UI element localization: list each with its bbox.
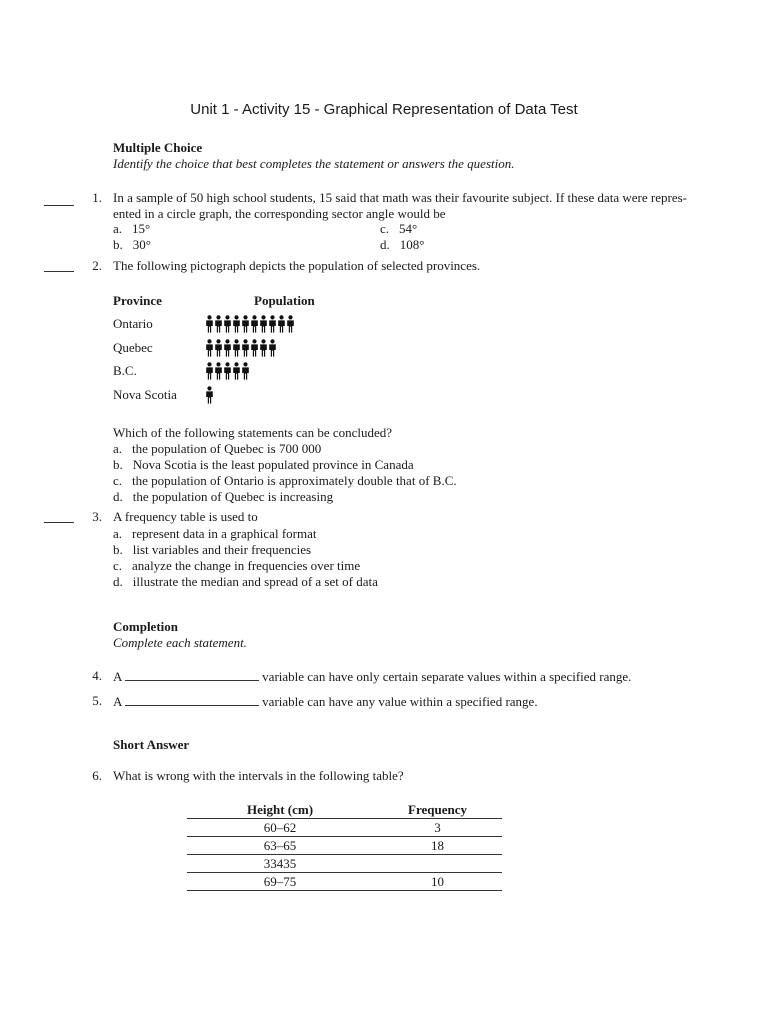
person-icon bbox=[223, 339, 232, 357]
question-text: ented in a circle graph, the corresponding sector angle would be bbox=[113, 206, 446, 221]
person-icon bbox=[214, 339, 223, 357]
person-icon bbox=[241, 362, 250, 380]
choice-c bbox=[113, 473, 457, 489]
table-cell bbox=[373, 855, 502, 873]
person-icon bbox=[214, 362, 223, 380]
question-text: The following pictograph depicts the population of selected provinces. bbox=[113, 258, 481, 273]
choice-b bbox=[113, 237, 151, 253]
choice-text: the population of Quebec is 700 000 bbox=[132, 441, 322, 456]
height-frequency-table bbox=[187, 801, 502, 891]
person-icon bbox=[250, 315, 259, 333]
question-number: 3. bbox=[92, 509, 102, 524]
pictograph-province-label: Ontario bbox=[113, 316, 153, 331]
choice-letter: c. bbox=[380, 221, 390, 236]
choice-a bbox=[113, 526, 316, 542]
pictograph-icon-row bbox=[205, 315, 295, 333]
person-icon bbox=[223, 315, 232, 333]
pictograph-province-label: Quebec bbox=[113, 340, 153, 355]
question-number: 1. bbox=[92, 190, 102, 205]
table-header-row bbox=[187, 801, 502, 819]
table-cell: 60–62 bbox=[187, 819, 373, 837]
question-text: Which of the following statements can be concluded? bbox=[113, 425, 393, 440]
table-cell: 18 bbox=[373, 837, 502, 855]
completion-statement bbox=[113, 693, 538, 710]
choice-text: Nova Scotia is the least populated province in Canada bbox=[132, 457, 414, 472]
table-row bbox=[187, 819, 502, 837]
person-icon bbox=[241, 315, 250, 333]
person-icon bbox=[214, 315, 223, 333]
person-icon bbox=[259, 315, 268, 333]
column-header: Frequency bbox=[373, 801, 502, 819]
statement-prefix: A bbox=[113, 669, 122, 684]
choice-a bbox=[113, 441, 321, 457]
column-header: Height (cm) bbox=[187, 801, 373, 819]
person-icon bbox=[205, 315, 214, 333]
table-cell: 69–75 bbox=[187, 873, 373, 891]
completion-statement bbox=[113, 668, 631, 685]
fill-in-blank[interactable] bbox=[125, 668, 259, 681]
choice-letter: d. bbox=[380, 237, 390, 252]
person-icon bbox=[241, 339, 250, 357]
choice-letter: b. bbox=[113, 457, 123, 472]
choice-text: the population of Ontario is approximately double that of B.C. bbox=[132, 473, 457, 488]
choice-letter: c. bbox=[113, 473, 123, 488]
pictograph-province-label: B.C. bbox=[113, 363, 137, 378]
pictograph-province-label: Nova Scotia bbox=[113, 387, 177, 402]
person-icon bbox=[277, 315, 286, 333]
choice-text: the population of Quebec is increasing bbox=[132, 489, 334, 504]
choice-text: 30° bbox=[132, 237, 151, 252]
table-cell: 63–65 bbox=[187, 837, 373, 855]
question-number: 2. bbox=[92, 258, 102, 273]
person-icon bbox=[286, 315, 295, 333]
person-icon bbox=[205, 339, 214, 357]
person-icon bbox=[268, 339, 277, 357]
section-instructions-multiple-choice: Identify the choice that best completes the statement or answers the question. bbox=[113, 156, 515, 171]
person-icon bbox=[205, 386, 214, 404]
statement-suffix: variable can have any value within a specified range. bbox=[262, 694, 538, 709]
person-icon bbox=[232, 339, 241, 357]
table-row bbox=[187, 873, 502, 891]
choice-letter: a. bbox=[113, 221, 123, 236]
statement-prefix: A bbox=[113, 694, 122, 709]
choice-text: 54° bbox=[399, 221, 418, 236]
choice-text: analyze the change in frequencies over time bbox=[132, 558, 361, 573]
question-number: 5. bbox=[92, 693, 102, 708]
choice-text: illustrate the median and spread of a set of data bbox=[132, 574, 378, 589]
choice-text: represent data in a graphical format bbox=[132, 526, 317, 541]
question-text: In a sample of 50 high school students, 15 said that math was their favourite subject. If these data were repres- bbox=[113, 190, 687, 205]
section-heading-completion: Completion bbox=[113, 619, 178, 634]
question-number: 4. bbox=[92, 668, 102, 683]
pictograph-icon-row bbox=[205, 339, 277, 357]
choice-d bbox=[113, 489, 333, 505]
choice-text: 15° bbox=[132, 221, 151, 236]
choice-text: list variables and their frequencies bbox=[132, 542, 312, 557]
person-icon bbox=[223, 362, 232, 380]
person-icon bbox=[259, 339, 268, 357]
choice-d bbox=[380, 237, 424, 253]
choice-letter: a. bbox=[113, 441, 123, 456]
pictograph-icon-row bbox=[205, 386, 214, 404]
choice-letter: c. bbox=[113, 558, 123, 573]
pictograph-header-province: Province bbox=[113, 293, 162, 308]
table-row bbox=[187, 837, 502, 855]
choice-letter: d. bbox=[113, 489, 123, 504]
choice-letter: b. bbox=[113, 237, 123, 252]
pictograph-icon-row bbox=[205, 362, 250, 380]
section-heading-multiple-choice: Multiple Choice bbox=[113, 140, 203, 155]
choice-c bbox=[380, 221, 417, 237]
person-icon bbox=[232, 362, 241, 380]
statement-suffix: variable can have only certain separate values within a specified range. bbox=[262, 669, 632, 684]
person-icon bbox=[205, 362, 214, 380]
choice-c bbox=[113, 558, 360, 574]
choice-letter: a. bbox=[113, 526, 123, 541]
section-instructions-completion: Complete each statement. bbox=[113, 635, 247, 650]
table-cell: 33435 bbox=[187, 855, 373, 873]
choice-b bbox=[113, 542, 311, 558]
question-number: 6. bbox=[92, 768, 102, 783]
page-title: Unit 1 - Activity 15 - Graphical Representation of Data Test bbox=[190, 101, 578, 118]
section-heading-short-answer: Short Answer bbox=[113, 737, 190, 752]
choice-b bbox=[113, 457, 414, 473]
choice-letter: d. bbox=[113, 574, 123, 589]
person-icon bbox=[268, 315, 277, 333]
choice-d bbox=[113, 574, 378, 590]
fill-in-blank[interactable] bbox=[125, 693, 259, 706]
question-text: A frequency table is used to bbox=[113, 509, 258, 524]
person-icon bbox=[250, 339, 259, 357]
table-cell: 10 bbox=[373, 873, 502, 891]
table-row bbox=[187, 855, 502, 873]
choice-text: 108° bbox=[399, 237, 425, 252]
question-text: What is wrong with the intervals in the following table? bbox=[113, 768, 404, 783]
person-icon bbox=[232, 315, 241, 333]
table-cell: 3 bbox=[373, 819, 502, 837]
pictograph-header-population: Population bbox=[254, 293, 315, 308]
choice-a bbox=[113, 221, 150, 237]
choice-letter: b. bbox=[113, 542, 123, 557]
